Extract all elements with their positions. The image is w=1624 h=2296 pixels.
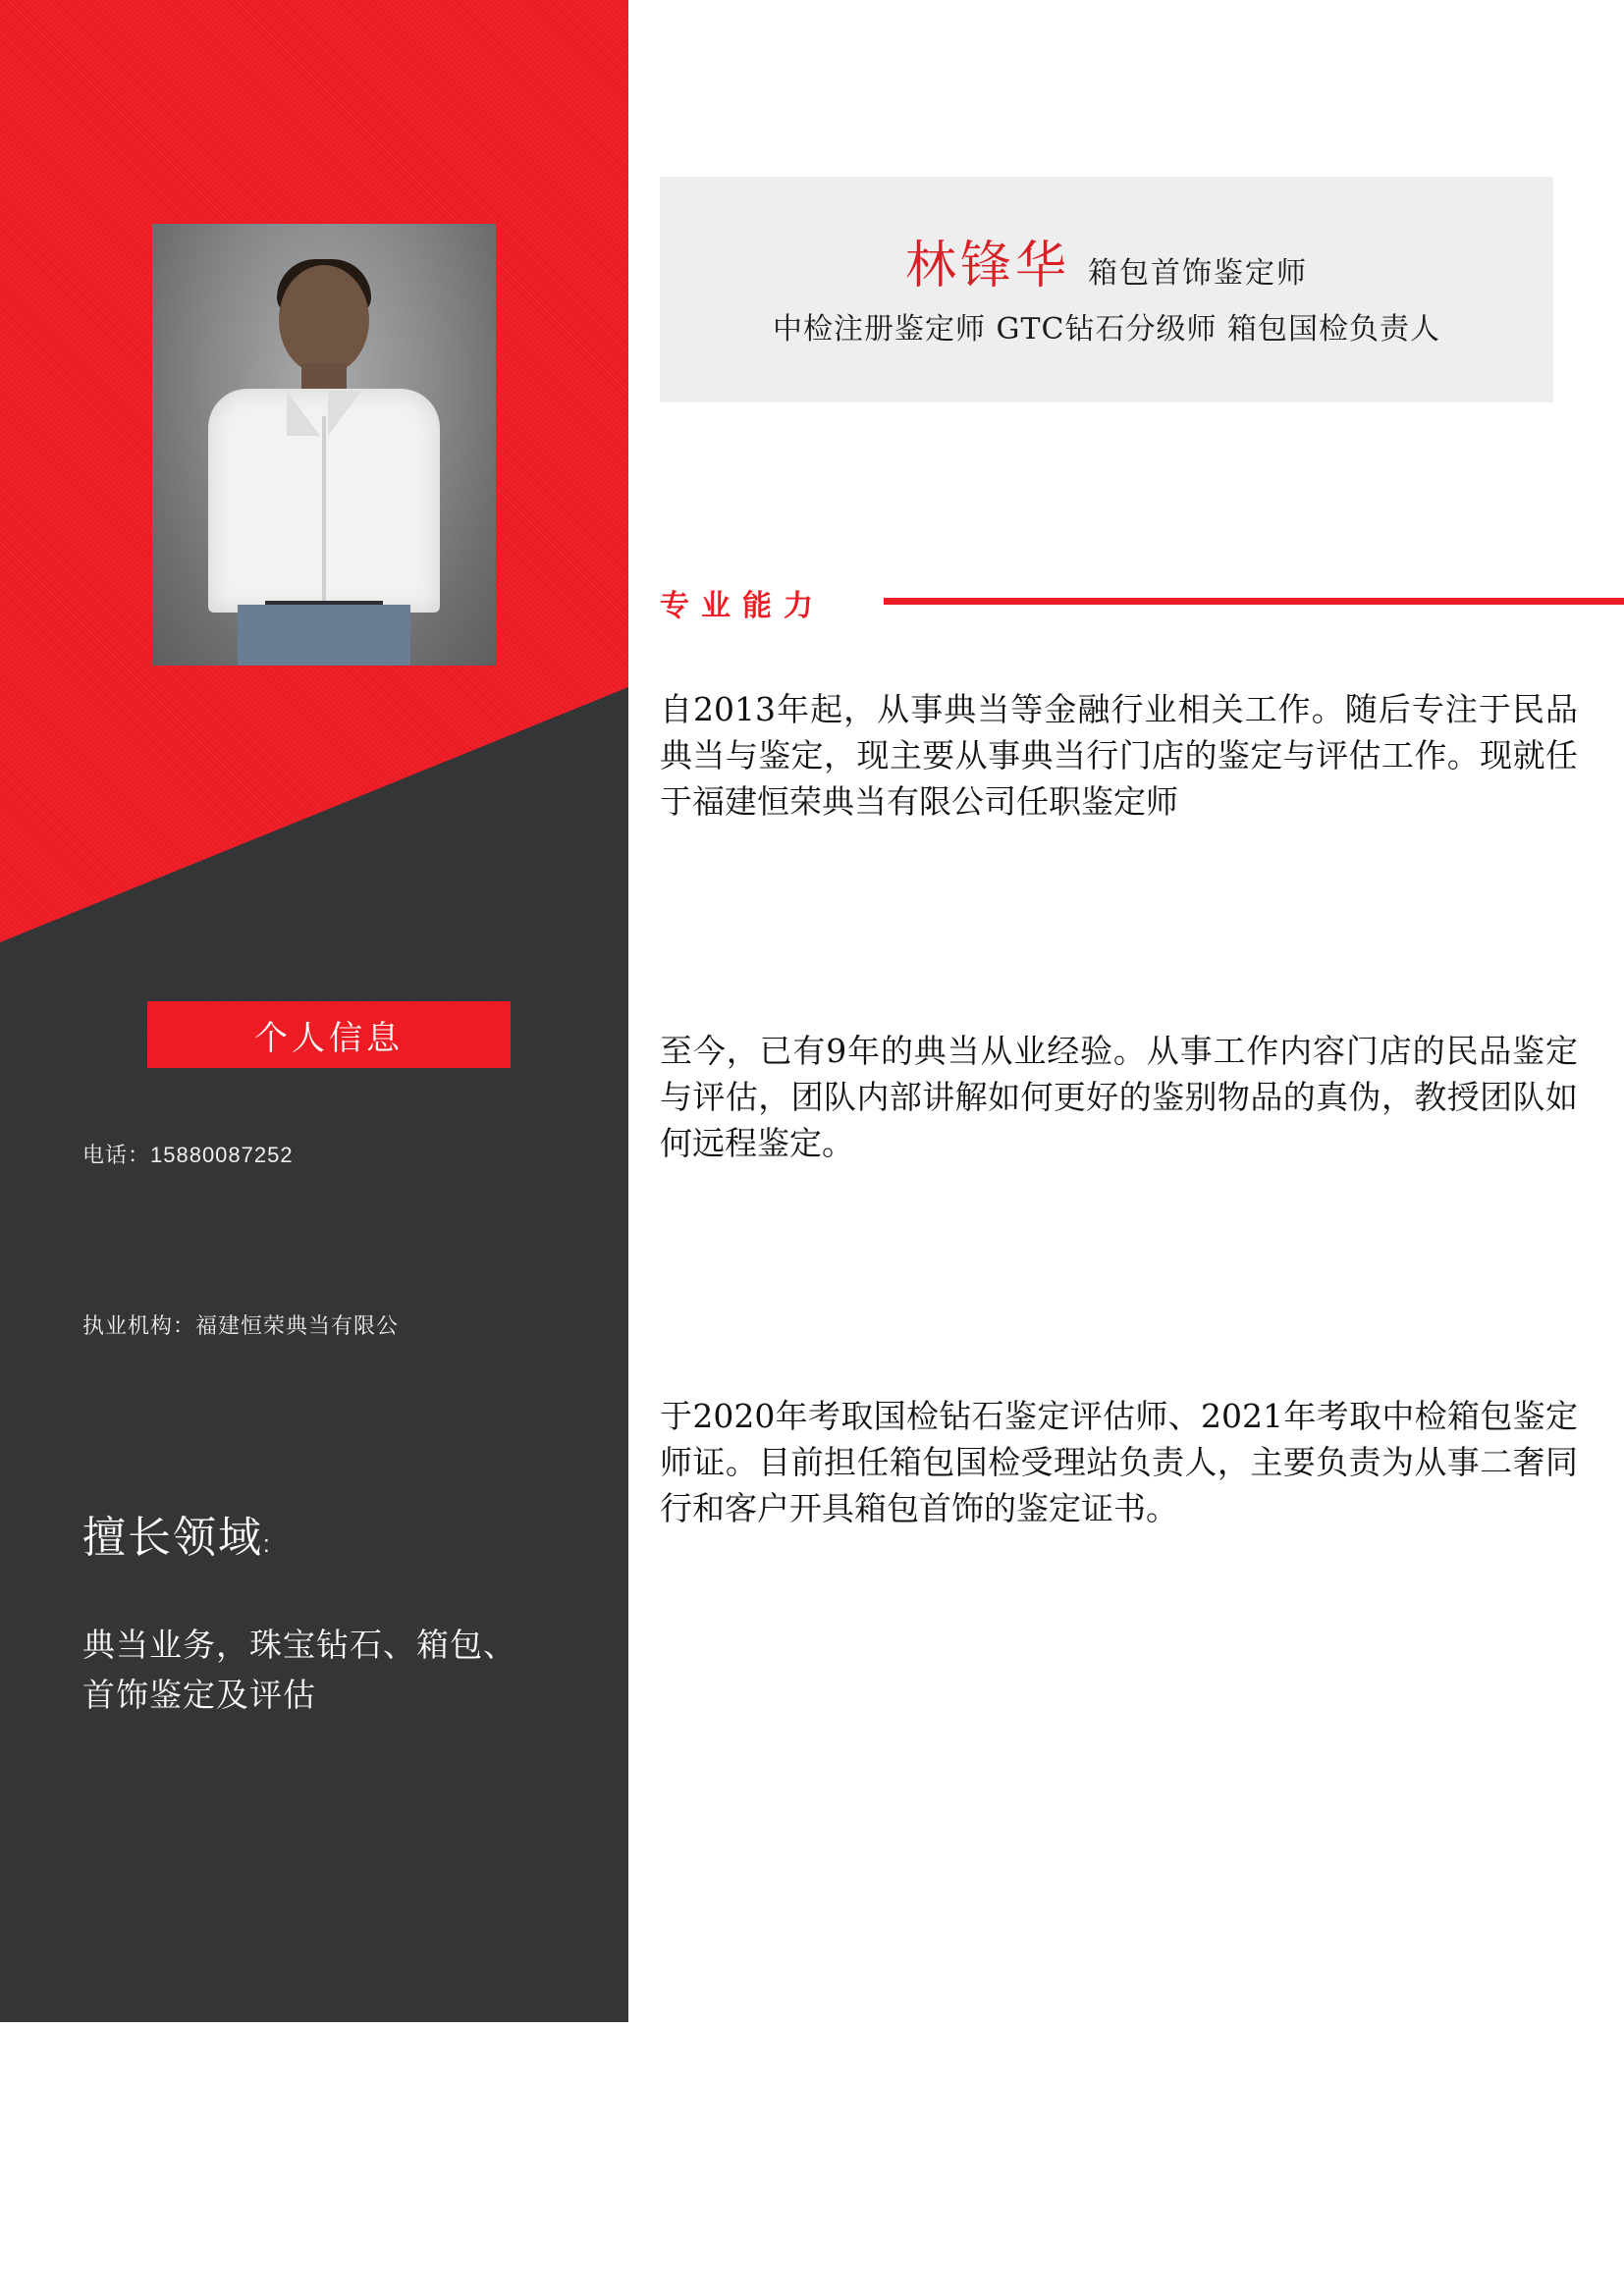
sidebar bbox=[0, 0, 628, 2022]
paragraph-1: 自2013年起，从事典当等金融行业相关工作。随后专注于民品典当与鉴定，现主要从事典当行门店的鉴定与评估工作。现就任于福建恒荣典当有限公司任职鉴定师 bbox=[660, 690, 1578, 821]
avatar-collar-right bbox=[328, 391, 361, 436]
paragraph-2: 至今，已有9年的典当从业经验。从事工作内容门店的民品鉴定与评估，团队内部讲解如何更好的鉴别物品的真伪，教授团队如何远程鉴定。 bbox=[660, 1032, 1578, 1162]
name-panel bbox=[660, 177, 1553, 402]
job-title: 箱包首饰鉴定师 bbox=[1088, 256, 1308, 291]
avatar-jeans bbox=[238, 605, 410, 666]
personal-info-heading-label: 个人信息 bbox=[254, 1019, 404, 1057]
specialty-heading-colon: : bbox=[263, 1531, 272, 1558]
specialty-heading bbox=[82, 1502, 272, 1565]
section-header-professional-ability bbox=[660, 581, 1593, 620]
avatar-collar-left bbox=[287, 391, 320, 436]
name-row bbox=[660, 224, 1553, 297]
credentials-text: 中检注册鉴定师 GTC钻石分级师 箱包国检负责人 bbox=[772, 312, 1440, 347]
specialty-body: 典当业务，珠宝钻石、箱包、首饰鉴定及评估 bbox=[82, 1627, 516, 1714]
section-header-label: 专业能力 bbox=[660, 590, 825, 622]
avatar-shirt-placket bbox=[322, 416, 326, 611]
phone-text: 电话：15880087252 bbox=[82, 1143, 294, 1167]
organization-text: 执业机构：福建恒荣典当有限公 bbox=[82, 1313, 400, 1338]
paragraph-3: 于2020年考取国检钻石鉴定评估师、2021年考取中检箱包鉴定师证。目前担任箱包国检受理站负责人，主要负责为从事二奢同行和客户开具箱包首饰的鉴定证书。 bbox=[660, 1397, 1578, 1527]
personal-info-heading bbox=[147, 1001, 511, 1068]
specialty-heading-label: 擅长领域 bbox=[82, 1514, 263, 1562]
avatar-head bbox=[279, 265, 369, 375]
avatar bbox=[152, 224, 496, 666]
page-title: 林锋华 bbox=[904, 237, 1070, 295]
section-rule-red bbox=[884, 598, 1624, 605]
